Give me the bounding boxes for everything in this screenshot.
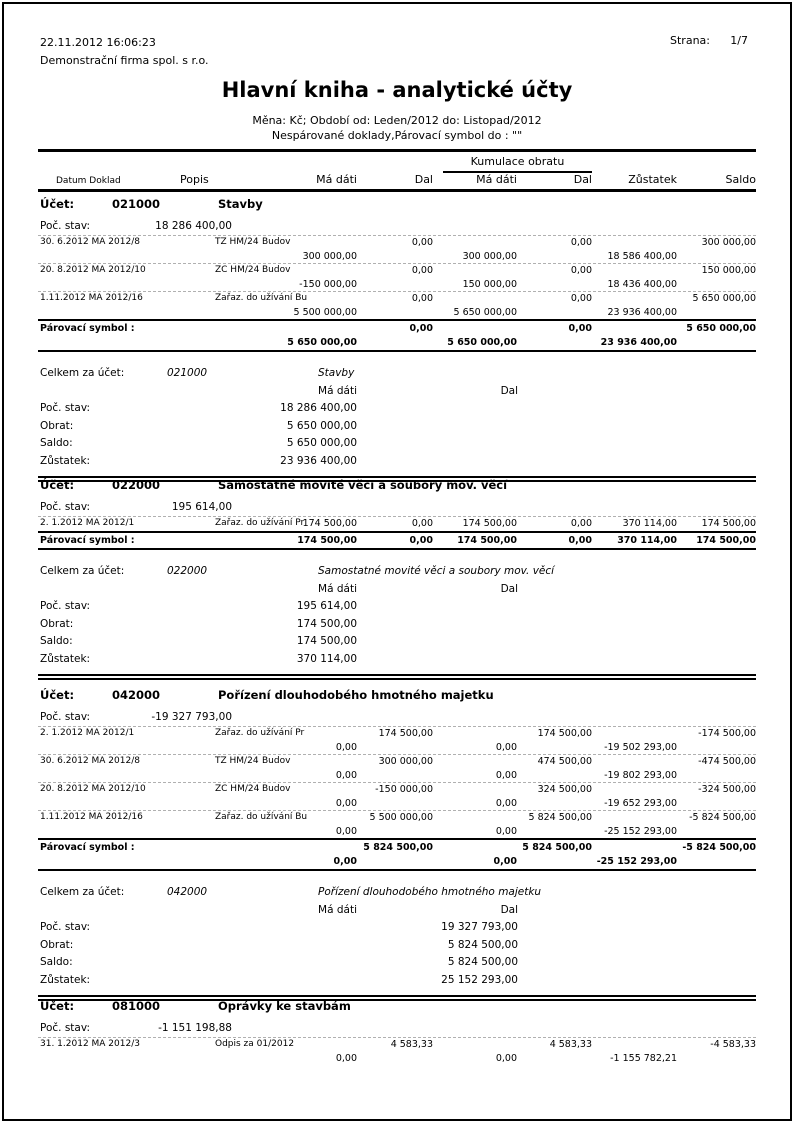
row-desc2: Budov (262, 756, 291, 766)
table-row (38, 291, 756, 319)
amount-kumulace-ma-dati: 0,00 (495, 797, 517, 809)
account-label: Účet: (40, 688, 75, 702)
amount-kumulace-ma-dati: 5 650 000,00 (453, 306, 517, 318)
pairing-symbol-label: Párovací symbol : (40, 842, 135, 853)
amount-dal: 0,00 (409, 323, 433, 334)
summary-col-dal: Dal (500, 903, 518, 916)
summary-balance-value: 25 152 293,00 (441, 973, 518, 986)
amount-kumulace-dal: 0,00 (568, 534, 592, 546)
amount-kumulace-ma-dati: 150 000,00 (462, 278, 517, 290)
summary-turnover-value: 174 500,00 (296, 617, 357, 630)
col-header-zustatek: Zůstatek (628, 173, 677, 186)
amount-zustatek: 23 936 400,00 (600, 336, 677, 348)
pairing-symbol-total-row (38, 531, 756, 551)
row-date-doc: 20. 8.2012 MA 2012/10 (40, 784, 146, 794)
account-section-081000 (38, 1000, 756, 1065)
col-header-kumulace-ma-dati: Má dáti (476, 173, 517, 186)
amount-kumulace-dal: 5 824 500,00 (522, 842, 592, 853)
amount-saldo: 174 500,00 (701, 518, 756, 529)
amount-kumulace-dal: 324 500,00 (537, 784, 592, 795)
amount-kumulace-dal: 0,00 (570, 518, 592, 529)
table-row (38, 782, 756, 810)
opening-balance-value: -19 327 793,00 (151, 711, 232, 723)
summary-saldo-value: 5 650 000,00 (286, 437, 357, 449)
row-desc: Zařaz. do užívání Pr (215, 518, 305, 528)
transactions (38, 1037, 756, 1065)
pairing-symbol-total-row (38, 838, 756, 871)
amount-saldo: -4 583,33 (710, 1039, 756, 1050)
summary-saldo-value: 174 500,00 (296, 635, 357, 647)
summary-turnover-label: Obrat: (40, 419, 74, 432)
account-total-block (38, 564, 756, 669)
summary-turnover-label: Obrat: (40, 617, 74, 630)
table-row (38, 726, 756, 754)
section-end-double-rule (38, 674, 756, 680)
amount-kumulace-ma-dati: 0,00 (495, 769, 517, 781)
summary-saldo-label: Saldo: (40, 437, 73, 449)
amount-dal: 4 583,33 (390, 1039, 433, 1050)
amount-kumulace-dal: 0,00 (570, 237, 592, 248)
table-row (38, 235, 756, 263)
amount-zustatek: 370 114,00 (622, 518, 677, 529)
report-subtitle-filter: Nespárované doklady,Párovací symbol do : "" (271, 129, 523, 142)
summary-saldo-label: Saldo: (40, 635, 73, 647)
summary-saldo-value: 5 824 500,00 (447, 956, 518, 968)
amount-saldo: 150 000,00 (701, 265, 756, 276)
amount-saldo: 5 650 000,00 (692, 293, 756, 304)
account-heading (38, 1000, 756, 1022)
amount-kumulace-ma-dati: 0,00 (495, 825, 517, 837)
amount-zustatek: -1 155 782,21 (610, 1052, 677, 1064)
account-heading (38, 689, 756, 711)
row-desc: TZ HM/24 (215, 237, 259, 247)
total-for-account-label: Celkem za účet: (40, 886, 125, 898)
amount-kumulace-ma-dati: 0,00 (493, 855, 517, 867)
col-header-kumulace-dal: Dal (573, 173, 592, 186)
amount-zustatek: 370 114,00 (617, 534, 677, 546)
row-desc: TZ HM/24 (215, 756, 259, 766)
amount-kumulace-ma-dati: 300 000,00 (462, 250, 517, 262)
account-total-block (38, 885, 756, 990)
row-desc: Zařaz. do užívání Bu (215, 293, 308, 303)
row-desc2: Budov (262, 784, 291, 794)
summary-balance-value: 23 936 400,00 (280, 454, 357, 467)
page-counter-value: 1/7 (730, 34, 748, 47)
account-name: Oprávky ke stavbám (218, 999, 351, 1013)
pairing-symbol-total-row (38, 319, 756, 352)
account-number: 042000 (112, 688, 161, 702)
page-counter-label: Strana: (670, 34, 710, 47)
amount-saldo: 174 500,00 (696, 534, 756, 546)
account-name: Pořízení dlouhodobého hmotného majetku (218, 688, 494, 702)
pairing-symbol-label: Párovací symbol : (40, 323, 135, 334)
account-total-block (38, 366, 756, 471)
opening-balance-line (38, 220, 756, 235)
col-header-ma-dati: Má dáti (316, 173, 357, 186)
amount-ma-dati: 0,00 (333, 855, 357, 867)
amount-saldo: -174 500,00 (698, 728, 756, 739)
account-name: Samostatné movité věci a soubory mov. věcí (218, 478, 508, 492)
summary-opening-value: 18 286 400,00 (280, 402, 357, 414)
summary-balance-value: 370 114,00 (296, 652, 357, 665)
amount-ma-dati: 0,00 (335, 769, 357, 781)
amount-saldo: -324 500,00 (698, 784, 756, 795)
row-desc2: Budov (262, 237, 291, 247)
summary-turnover-value: 5 824 500,00 (447, 938, 518, 951)
transactions (38, 235, 756, 319)
opening-balance-label: Poč. stav: (40, 1022, 91, 1034)
amount-dal: 0,00 (409, 534, 433, 546)
amount-dal: 0,00 (411, 518, 433, 529)
amount-zustatek: -25 152 293,00 (596, 855, 677, 867)
opening-balance-label: Poč. stav: (40, 711, 91, 723)
company-name: Demonstrační firma spol. s r.o. (40, 54, 209, 67)
row-date-doc: 1.11.2012 MA 2012/16 (40, 812, 143, 822)
account-heading (38, 198, 756, 220)
col-header-saldo: Saldo (725, 173, 756, 186)
amount-kumulace-dal: 174 500,00 (537, 728, 592, 739)
row-date-doc: 1.11.2012 MA 2012/16 (40, 293, 143, 303)
total-account-number: 021000 (167, 367, 208, 379)
report-subtitle-period: Měna: Kč; Období od: Leden/2012 do: Listopad/2012 (252, 114, 542, 127)
amount-ma-dati: 0,00 (335, 741, 357, 753)
amount-ma-dati: -150 000,00 (299, 278, 357, 290)
row-desc: Zařaz. do užívání Pr (215, 728, 305, 738)
account-label: Účet: (40, 999, 75, 1013)
amount-ma-dati: 5 500 000,00 (293, 306, 357, 318)
page-title: Hlavní kniha - analytické účty (221, 78, 573, 102)
transactions (38, 516, 756, 531)
header-top-rule (38, 149, 756, 152)
transactions (38, 726, 756, 838)
row-desc2: Budov (262, 265, 291, 275)
amount-zustatek: 18 586 400,00 (607, 250, 677, 262)
account-label: Účet: (40, 197, 75, 211)
amount-dal: 0,00 (411, 265, 433, 276)
account-number: 022000 (112, 478, 161, 492)
row-date-doc: 2. 1.2012 MA 2012/1 (40, 728, 135, 738)
print-timestamp: 22.11.2012 16:06:23 (40, 36, 156, 49)
row-desc: ZC HM/24 (215, 784, 260, 794)
total-account-number: 022000 (167, 565, 208, 577)
amount-saldo: 5 650 000,00 (686, 323, 756, 334)
summary-col-dal: Dal (500, 384, 518, 397)
account-section-042000 (38, 689, 756, 1001)
summary-balance-label: Zůstatek: (40, 973, 91, 986)
total-account-name: Samostatné movité věci a soubory mov. věcí (318, 565, 555, 577)
amount-kumulace-ma-dati: 174 500,00 (457, 534, 517, 546)
amount-kumulace-dal: 474 500,00 (537, 756, 592, 767)
header-bottom-rule (38, 189, 756, 192)
summary-balance-label: Zůstatek: (40, 652, 91, 665)
account-number: 021000 (112, 197, 161, 211)
amount-dal: 174 500,00 (378, 728, 433, 739)
summary-opening-label: Poč. stav: (40, 600, 91, 612)
kumulace-underline (443, 171, 592, 173)
row-desc: Odpis za 01/2012 (215, 1039, 295, 1049)
amount-kumulace-dal: 0,00 (570, 265, 592, 276)
amount-ma-dati: 174 500,00 (297, 534, 357, 546)
amount-dal: 5 500 000,00 (369, 812, 433, 823)
summary-col-dal: Dal (500, 582, 518, 595)
opening-balance-line (38, 711, 756, 726)
total-account-name: Pořízení dlouhodobého hmotného majetku (318, 886, 542, 898)
row-date-doc: 30. 6.2012 MA 2012/8 (40, 237, 140, 247)
summary-turnover-label: Obrat: (40, 938, 74, 951)
opening-balance-label: Poč. stav: (40, 220, 91, 232)
summary-opening-label: Poč. stav: (40, 402, 91, 414)
col-header-popis: Popis (180, 173, 209, 186)
opening-balance-value: 195 614,00 (171, 501, 232, 513)
amount-ma-dati: 5 650 000,00 (287, 336, 357, 348)
amount-dal: 0,00 (411, 237, 433, 248)
row-desc: ZC HM/24 (215, 265, 260, 275)
total-account-number: 042000 (167, 886, 208, 898)
total-account-name: Stavby (318, 367, 355, 379)
col-header-datum-doklad: Datum Doklad (56, 176, 121, 186)
amount-ma-dati: 0,00 (335, 1052, 357, 1064)
opening-balance-label: Poč. stav: (40, 501, 91, 513)
table-row (38, 1037, 756, 1065)
amount-ma-dati: 0,00 (335, 825, 357, 837)
amount-kumulace-dal: 4 583,33 (549, 1039, 592, 1050)
account-section-021000 (38, 198, 756, 482)
table-row (38, 263, 756, 291)
opening-balance-value: 18 286 400,00 (155, 220, 232, 232)
amount-dal: -150 000,00 (375, 784, 433, 795)
table-row (38, 810, 756, 838)
report-page (38, 0, 756, 1123)
summary-opening-value: 195 614,00 (296, 600, 357, 612)
amount-dal: 5 824 500,00 (363, 842, 433, 853)
amount-zustatek: -19 652 293,00 (604, 797, 677, 809)
summary-col-ma-dati: Má dáti (318, 903, 357, 916)
summary-col-ma-dati: Má dáti (318, 384, 357, 397)
account-name: Stavby (218, 197, 263, 211)
amount-kumulace-dal: 0,00 (568, 323, 592, 334)
opening-balance-line (38, 501, 756, 516)
summary-col-ma-dati: Má dáti (318, 582, 357, 595)
amount-zustatek: -19 502 293,00 (604, 741, 677, 753)
amount-zustatek: -19 802 293,00 (604, 769, 677, 781)
row-date-doc: 30. 6.2012 MA 2012/8 (40, 756, 140, 766)
summary-saldo-label: Saldo: (40, 956, 73, 968)
amount-kumulace-ma-dati: 0,00 (495, 1052, 517, 1064)
amount-zustatek: 18 436 400,00 (607, 278, 677, 290)
summary-opening-label: Poč. stav: (40, 921, 91, 933)
col-header-dal: Dal (414, 173, 433, 186)
amount-ma-dati: 300 000,00 (302, 250, 357, 262)
amount-saldo: -474 500,00 (698, 756, 756, 767)
amount-kumulace-ma-dati: 5 650 000,00 (447, 336, 517, 348)
amount-ma-dati: 0,00 (335, 797, 357, 809)
row-date-doc: 2. 1.2012 MA 2012/1 (40, 518, 135, 528)
amount-saldo: 300 000,00 (701, 237, 756, 248)
summary-balance-label: Zůstatek: (40, 454, 91, 467)
pairing-symbol-label: Párovací symbol : (40, 534, 135, 546)
amount-kumulace-ma-dati: 0,00 (495, 741, 517, 753)
row-desc: Zařaz. do užívání Bu (215, 812, 308, 822)
summary-opening-value: 19 327 793,00 (441, 921, 518, 933)
amount-saldo: -5 824 500,00 (682, 842, 756, 853)
row-date-doc: 31. 1.2012 MA 2012/3 (40, 1039, 140, 1049)
amount-zustatek: -25 152 293,00 (604, 825, 677, 837)
total-for-account-label: Celkem za účet: (40, 565, 125, 577)
summary-turnover-value: 5 650 000,00 (286, 419, 357, 432)
opening-balance-line (38, 1022, 756, 1037)
amount-kumulace-dal: 0,00 (570, 293, 592, 304)
table-row (38, 754, 756, 782)
amount-dal: 300 000,00 (378, 756, 433, 767)
kumulace-obratu-header: Kumulace obratu (470, 155, 565, 168)
row-date-doc: 20. 8.2012 MA 2012/10 (40, 265, 146, 275)
total-for-account-label: Celkem za účet: (40, 367, 125, 379)
amount-kumulace-ma-dati: 174 500,00 (462, 518, 517, 529)
account-label: Účet: (40, 478, 75, 492)
table-row (38, 516, 756, 531)
account-number: 081000 (112, 999, 161, 1013)
amount-zustatek: 23 936 400,00 (607, 306, 677, 318)
amount-dal: 0,00 (411, 293, 433, 304)
amount-kumulace-dal: 5 824 500,00 (528, 812, 592, 823)
amount-saldo: -5 824 500,00 (689, 812, 756, 823)
opening-balance-value: -1 151 198,88 (158, 1022, 232, 1034)
amount-ma-dati: 174 500,00 (302, 518, 357, 529)
account-heading (38, 479, 756, 501)
account-section-022000 (38, 479, 756, 680)
